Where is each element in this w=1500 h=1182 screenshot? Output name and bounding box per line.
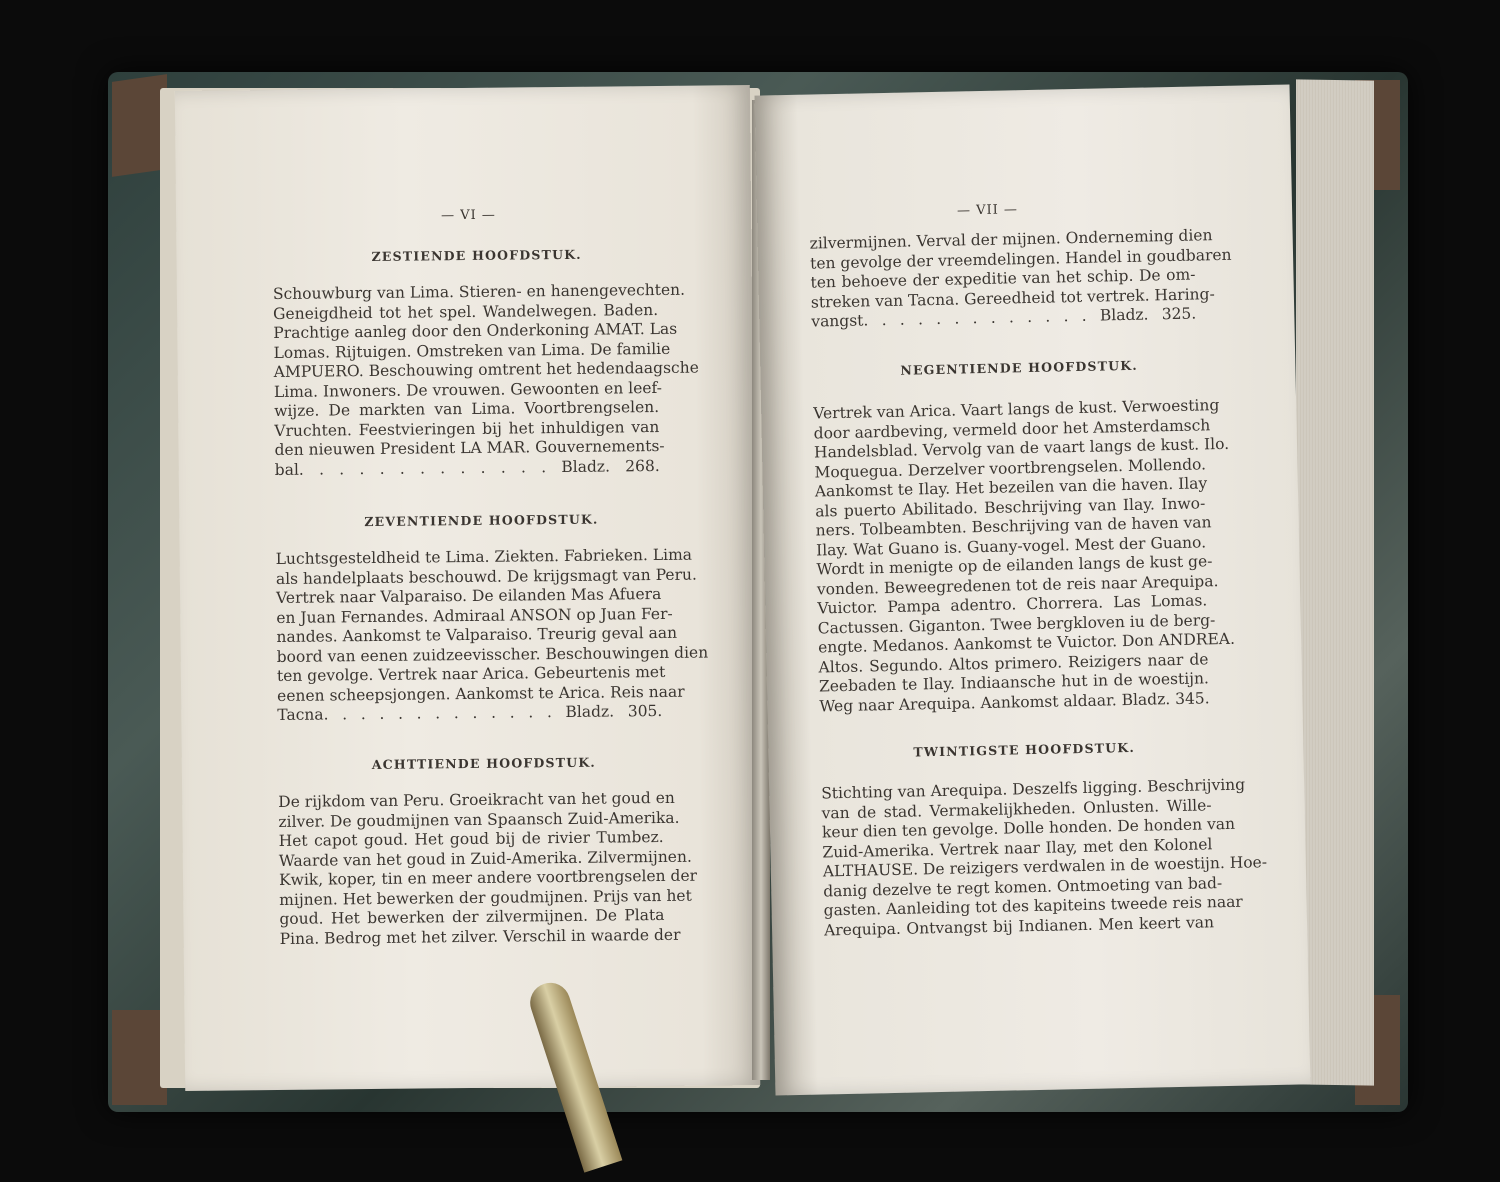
chapter-summary bbox=[275, 545, 709, 726]
text-line: als puerto Abilitado. Beschrijving van Ilay. Inwo- bbox=[815, 493, 1206, 521]
leather-corner bbox=[112, 74, 167, 177]
text-line: De rijkdom van Peru. Groeikracht van het goud en bbox=[278, 788, 675, 811]
text-line: boord van eenen zuidzeevisscher. Beschouwingen dien bbox=[276, 642, 709, 666]
text-line: gasten. Aanleiding tot des kapiteins tweede reis naar bbox=[823, 892, 1243, 920]
text-line: ners. Tolbeambten. Beschrijving van de haven van bbox=[815, 513, 1212, 540]
chapter-heading: ZESTIENDE HOOFDSTUK. bbox=[371, 246, 582, 264]
text-line: Geneigdheid tot het spel. Wandelwegen. Baden. bbox=[273, 300, 659, 323]
page-number: — VI — bbox=[441, 207, 496, 224]
chapter-summary bbox=[821, 775, 1268, 940]
text-line: Vuictor. Pampa adentro. Chorrera. Las Lomas. bbox=[817, 591, 1208, 618]
text-line: engte. Medanos. Aankomst te Vuictor. Don ANDREA. bbox=[817, 629, 1236, 657]
text-line: Lomas. Rijtuigen. Omstreken van Lima. De familie bbox=[273, 339, 671, 362]
text-line: Arequipa. Ontvangst bij Indianen. Men keert van bbox=[823, 912, 1215, 939]
text-line: vangst. . . . . . . . . . . . . Bladz. 325. bbox=[811, 304, 1197, 331]
text-line: en Juan Fernandes. Admiraal ANSON op Juan Fer- bbox=[276, 604, 673, 627]
fore-edge bbox=[1296, 79, 1374, 1085]
text-line: Kwik, koper, tin en meer andere voortbrengselen der bbox=[278, 866, 698, 889]
text-line: Vertrek naar Valparaiso. De eilanden Mas Afuera bbox=[276, 584, 662, 608]
text-line: Prachtige aanleg door den Onderkoning AMAT. Las bbox=[273, 319, 678, 343]
text-line: Pina. Bedrog met het zilver. Verschil in waarde der bbox=[279, 925, 681, 948]
text-line: keur dien ten gevolge. Dolle honden. De honden van bbox=[821, 814, 1236, 842]
text-line: mijnen. Het bewerken der goudmijnen. Prijs van het bbox=[279, 886, 692, 909]
text-line: Zeebaden te Ilay. Indiaansche hut in de woestijn. bbox=[818, 669, 1210, 696]
text-line: ten gevolge. Vertrek naar Arica. Gebeurtenis met bbox=[276, 662, 666, 686]
text-line: den nieuwen President LA MAR. Gouvernements- bbox=[274, 436, 665, 460]
text-line: Vruchten. Feestvieringen bij het inhuldigen van bbox=[274, 417, 660, 440]
text-line: ten gevolge der vreemdelingen. Handel in goudbaren bbox=[809, 245, 1232, 273]
text-line: Stichting van Arequipa. Deszelfs ligging. Beschrijving bbox=[821, 775, 1246, 803]
text-line: zilver. De goudmijnen van Spaansch Zuid-Amerika. bbox=[278, 808, 680, 831]
text-line: AMPUERO. Beschouwing omtrent het hedendaagsche bbox=[273, 358, 699, 382]
text-line: danig dezelve te regt komen. Ontmoeting van bad- bbox=[823, 873, 1223, 900]
text-line: zilvermijnen. Verval der mijnen. Onderneming dien bbox=[809, 226, 1213, 253]
leather-corner bbox=[112, 1010, 167, 1105]
chapter-heading: ACHTTIENDE HOOFDSTUK. bbox=[371, 754, 597, 773]
text-line: Altos. Segundo. Altos primero. Reizigers naar de bbox=[818, 649, 1209, 676]
chapter-heading: TWINTIGSTE HOOFDSTUK. bbox=[913, 739, 1136, 760]
text-line: Waarde van het goud in Zuid-Amerika. Zilvermijnen. bbox=[278, 847, 692, 870]
text-line: Aankomst te Ilay. Het bezeilen van die haven. Ilay bbox=[814, 474, 1208, 501]
text-line: Luchtsgesteldheid te Lima. Ziekten. Fabrieken. Lima bbox=[275, 545, 693, 569]
text-line: goud. Het bewerken der zilvermijnen. De Plata bbox=[279, 905, 665, 928]
text-line: Schouwburg van Lima. Stieren- en hanengevechten. bbox=[272, 280, 686, 304]
chapter-summary bbox=[813, 396, 1236, 716]
text-line: Wordt in menigte op de eilanden langs de kust ge- bbox=[816, 552, 1213, 579]
page-number: — VII — bbox=[956, 202, 1019, 219]
text-line: Tacna. . . . . . . . . . . . . Bladz. 305. bbox=[277, 701, 663, 724]
text-line: Cactussen. Giganton. Twee bergkloven iu de berg- bbox=[817, 610, 1216, 638]
text-line: Vertrek van Arica. Vaart langs de kust. Verwoesting bbox=[813, 396, 1220, 423]
text-line: streken van Tacna. Gereedheid tot vertrek. Haring- bbox=[810, 284, 1215, 312]
text-line: wijze. De markten van Lima. Voortbrengselen. bbox=[274, 397, 660, 421]
text-line: Zuid-Amerika. Vertrek naar Ilay, met den Kolonel bbox=[822, 834, 1213, 861]
text-line: door aardbeving, vermeld door het Amsterdamsch bbox=[813, 415, 1211, 443]
text-line: Het capot goud. Het goud bij de rivier Tumbez. bbox=[278, 827, 664, 850]
chapter-heading: ZEVENTIENDE HOOFDSTUK. bbox=[364, 511, 599, 530]
text-line: van de stad. Vermakelijkheden. Onlusten. Wille- bbox=[821, 795, 1212, 822]
text-line: eenen scheepsjongen. Aankomst te Arica. Reis naar bbox=[277, 682, 685, 705]
continued-summary bbox=[809, 226, 1232, 333]
text-line: ALTHAUSE. De reizigers verdwalen in de woestijn. Hoe- bbox=[822, 853, 1268, 881]
left-page bbox=[175, 85, 760, 1091]
chapter-summary bbox=[272, 280, 699, 480]
text-line: Handelsblad. Vervolg van de vaart langs de kust. Ilo. bbox=[813, 434, 1230, 462]
text-line: Lima. Inwoners. De vrouwen. Gewoonten en leef- bbox=[273, 378, 663, 401]
right-page bbox=[755, 85, 1311, 1096]
chapter-summary bbox=[278, 788, 698, 949]
text-line: ten behoeve der expeditie van het schip. De om- bbox=[810, 265, 1196, 292]
text-line: Moquegua. Derzelver voortbrengselen. Mollendo. bbox=[814, 454, 1207, 482]
text-line: vonden. Beweegredenen tot de reis naar Arequipa. bbox=[816, 571, 1219, 599]
text-line: bal. . . . . . . . . . . . . Bladz. 268. bbox=[274, 456, 660, 479]
text-line: Weg naar Arequipa. Aankomst aldaar. Bladz. 345. bbox=[819, 688, 1210, 715]
text-line: Ilay. Wat Guano is. Guany-vogel. Mest der Guano. bbox=[815, 532, 1207, 560]
text-line: als handelplaats beschouwd. De krijgsmagt van Peru. bbox=[275, 565, 697, 588]
chapter-heading: NEGENTIENDE HOOFDSTUK. bbox=[900, 357, 1139, 378]
text-line: nandes. Aankomst te Valparaiso. Treurig geval aan bbox=[276, 623, 678, 647]
